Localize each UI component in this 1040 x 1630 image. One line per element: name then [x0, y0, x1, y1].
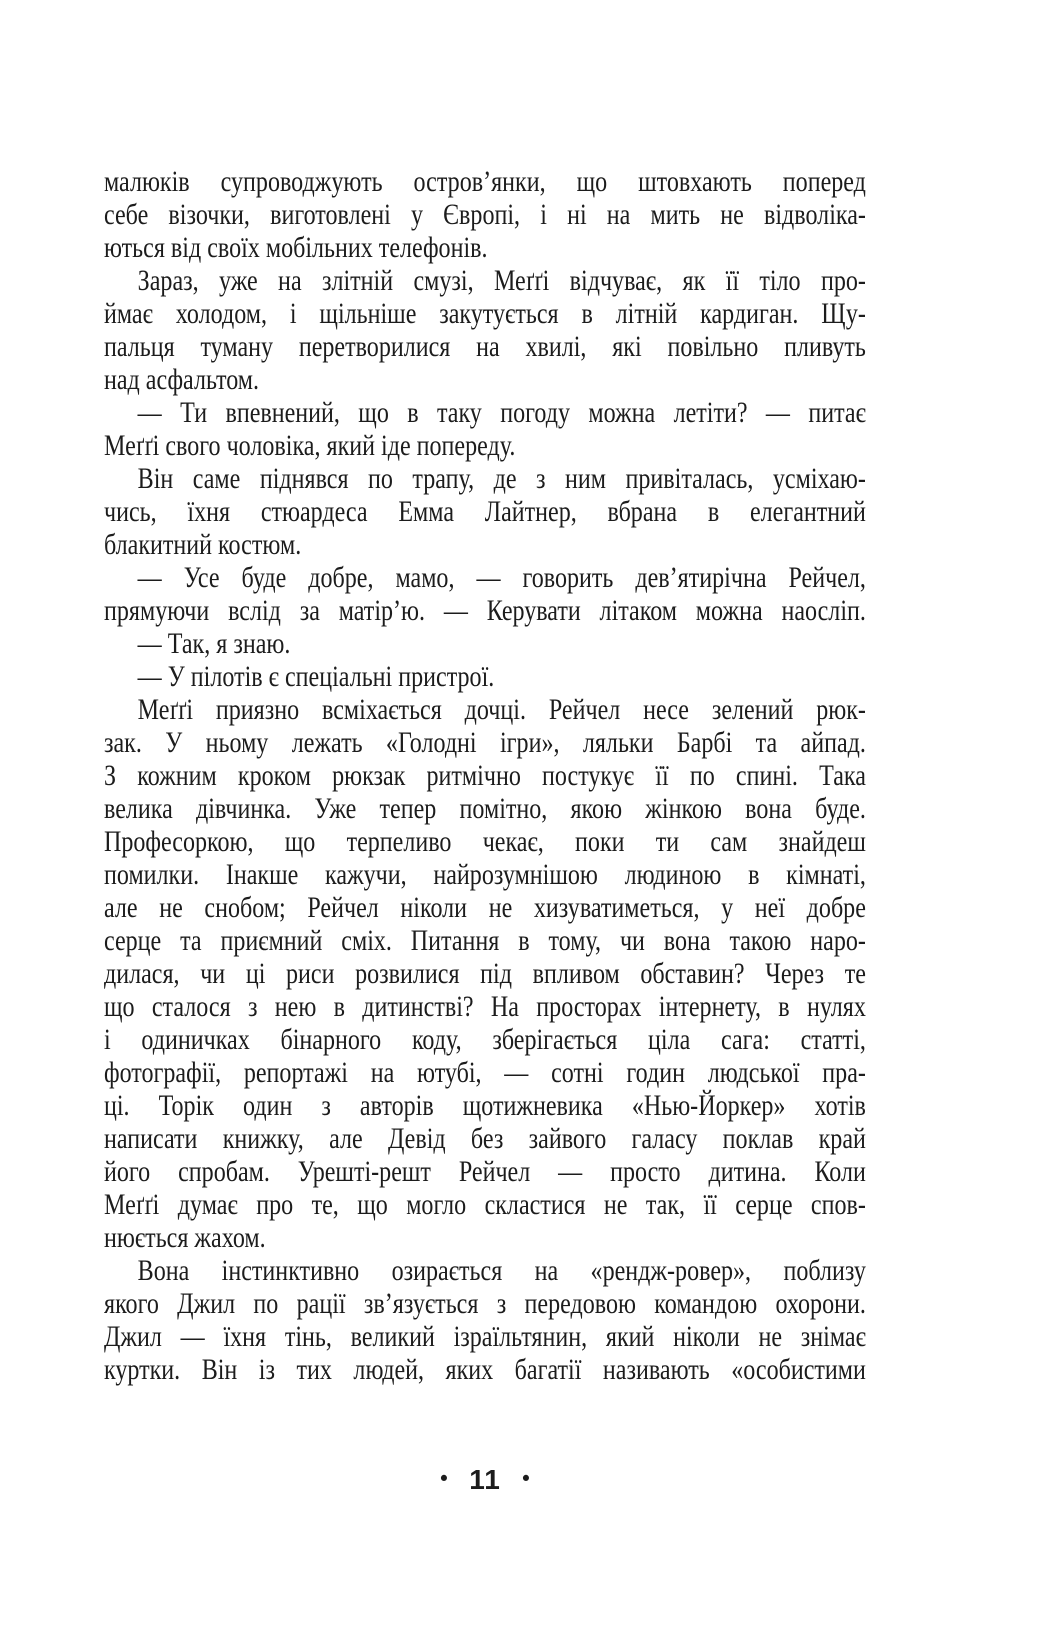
text-line: але не снобом; Рейчел ніколи не хизуватиметься, у неї добре: [104, 891, 866, 924]
text-line: пальця туману перетворилися на хвилі, які повільно пливуть: [104, 330, 866, 363]
text-line: — У пілотів є спеціальні пристрої.: [137, 660, 495, 693]
text-line: чись, їхня стюардеса Емма Лайтнер, вбрана в елегантний: [104, 495, 866, 528]
text-line: що сталося з нею в дитинстві? На просторах інтернету, в нулях: [104, 990, 866, 1023]
text-line: якого Джил по рації зв’язується з передовою командою охорони.: [104, 1287, 866, 1320]
text-line: — Ти впевнений, що в таку погоду можна летіти? — питає: [137, 396, 866, 429]
text-line: дилася, чи ці риси розвилися під впливом обставин? Через те: [104, 957, 866, 990]
page-footer: [104, 1466, 866, 1494]
footer-left-bullet: •: [437, 1466, 451, 1491]
page-text: [104, 165, 866, 1386]
text-line: написати книжку, але Девід без зайвого галасу поклав край: [104, 1122, 866, 1155]
text-line: Професоркою, що терпеливо чекає, поки ти сам знайдеш: [104, 825, 866, 858]
text-line: і одиничках бінарного коду, зберігається ціла сага: статті,: [104, 1023, 866, 1056]
text-line: Зараз, уже на злітній смузі, Меґґі відчуває, як її тіло про-: [137, 264, 866, 297]
text-line: себе візочки, виготовлені у Європі, і ні на мить не відволіка-: [104, 198, 866, 231]
text-line: Джил — їхня тінь, великий ізраїльтянин, який ніколи не знімає: [104, 1320, 866, 1353]
text-line: його спробам. Урешті-решт Рейчел — просто дитина. Коли: [104, 1155, 866, 1188]
text-line: — Так, я знаю.: [137, 627, 291, 660]
text-line: фотографії, репортажі на ютубі, — сотні годин людської пра-: [104, 1056, 866, 1089]
text-line: зак. У ньому лежать «Голодні ігри», ляльки Барбі та айпад.: [104, 726, 866, 759]
text-line: велика дівчинка. Уже тепер помітно, якою жінкою вона буде.: [104, 792, 866, 825]
text-line: прямуючи вслід за матір’ю. — Керувати літаком можна наосліп.: [104, 594, 866, 627]
text-line: Він саме піднявся по трапу, де з ним привіталась, усміхаю-: [137, 462, 866, 495]
text-line: ймає холодом, і щільніше закутується в літній кардиган. Щу-: [104, 297, 866, 330]
page-number: 11: [469, 1464, 501, 1495]
text-line: помилки. Інакше кажучи, найрозумнішою людиною в кімнаті,: [104, 858, 866, 891]
text-line: серце та приємний сміх. Питання в тому, чи вона такою наро-: [104, 924, 866, 957]
footer-right-bullet: •: [519, 1466, 533, 1491]
text-line: куртки. Він із тих людей, яких багатії називають «особистими: [104, 1353, 866, 1386]
text-line: ються від своїх мобільних телефонів.: [104, 231, 488, 264]
text-line: над асфальтом.: [104, 363, 260, 396]
text-line: блакитний костюм.: [104, 528, 302, 561]
text-line: ці. Торік один з авторів щотижневика «Нью-Йоркер» хотів: [104, 1089, 866, 1122]
text-line: Меґґі свого чоловіка, який іде попереду.: [104, 429, 516, 462]
text-line: — Усе буде добре, мамо, — говорить дев’ятирічна Рейчел,: [137, 561, 866, 594]
text-line: малюків супроводжують остров’янки, що штовхають поперед: [104, 165, 866, 198]
text-line: Меґґі думає про те, що могло скластися не так, її серце спов-: [104, 1188, 866, 1221]
text-line: нюється жахом.: [104, 1221, 266, 1254]
text-line: Меґґі приязно всміхається дочці. Рейчел несе зелений рюк-: [137, 693, 866, 726]
text-line: Вона інстинктивно озирається на «рендж-ровер», поблизу: [137, 1254, 866, 1287]
text-line: З кожним кроком рюкзак ритмічно постукує її по спині. Така: [104, 759, 866, 792]
